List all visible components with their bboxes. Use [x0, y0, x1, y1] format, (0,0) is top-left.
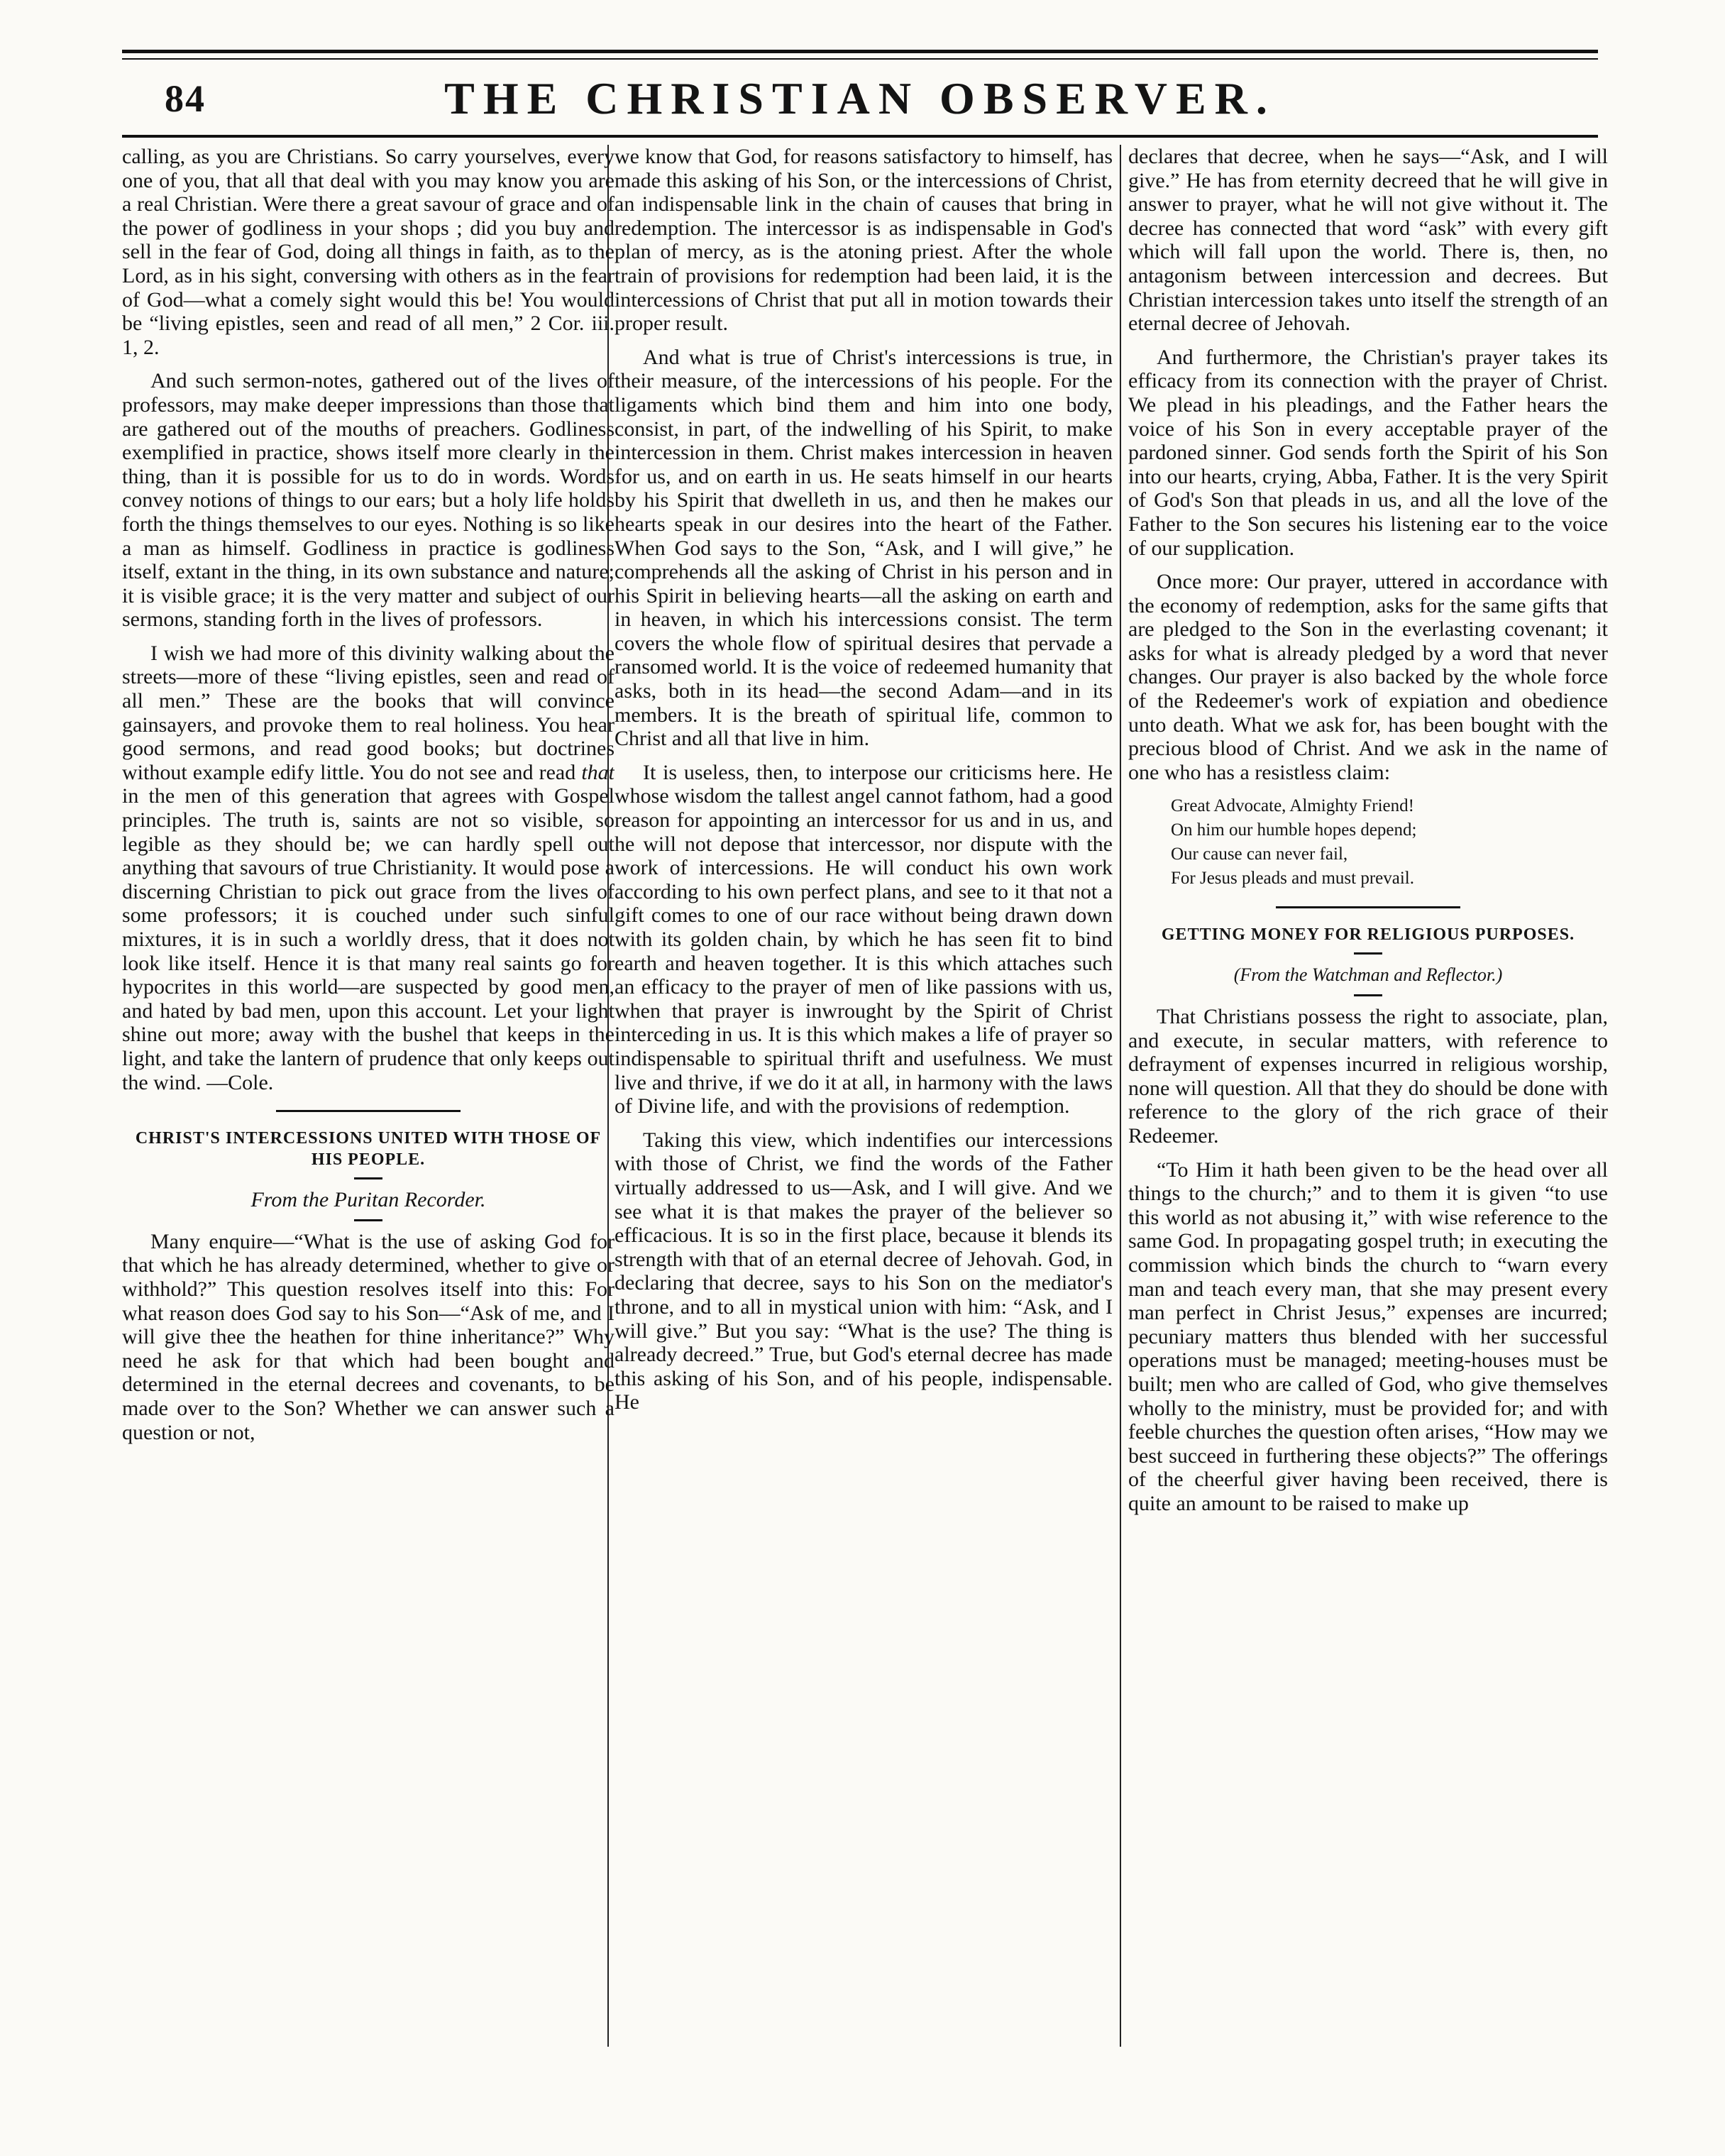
article-source: From the Puritan Recorder.	[250, 1188, 486, 1212]
short-rule	[1354, 994, 1382, 996]
paragraph: Many enquire—“What is the use of asking God for that which he has already determined, whether to give or withhold?” This question resolves itself into this: For what reason does God say to his Son—“Ask of me, and I will give thee the heathen for thine inheritance?” Why need he ask for that which had been bought and determined in the eternal decrees and covenants, to be made over to the Son? Whether we can answer such a question or not,	[122, 1229, 615, 1444]
paragraph: Taking this view, which indentifies our intercessions with those of Christ, we find the words of the Father virtually addressed to us—Ask, and I will give. And we see what it is that makes the prayer of the believer so efficacious. It is so in the first place, because it blends its strength with that of an eternal decree of Jehovah. God, in declaring that decree, says to his Son on the mediator's throne, and to all in mystical union with him: “Ask, and I will give.” But you say: “What is the use? The thing is already decreed.” True, but God's eternal decree has made this asking of his Son, and of his people, indispensable. He	[615, 1128, 1113, 1414]
paragraph: And such sermon-notes, gathered out of the lives of professors, may make deeper impressions than those that are gathered out of the mouths of preachers. Godliness exemplified in practice, shows itself more clearly in the thing, than it is possible for us to do in words. Words convey notions of things to our ears; but a holy life holds forth the things themselves to our eyes. Nothing is so like a man as himself. Godliness in practice is godliness itself, extant in the thing, in its own substance and nature; it is visible grace; it is the very matter and subject of our sermons, standing forth in the lives of professors.	[122, 369, 615, 632]
column-2	[615, 145, 1113, 2054]
short-rule	[354, 1177, 382, 1179]
verse-line: For Jesus pleads and must prevail.	[1171, 869, 1415, 889]
article-source: (From the Watchman and Reflector.)	[1233, 964, 1503, 986]
paragraph: It is useless, then, to interpose our criticisms here. He whose wisdom the tallest angel cannot fathom, had a good reason for appointing an intercessor for us and in us, and he will not depose that intercessor, nor dispute with the work of intercessions. He will conduct his own work according to his own perfect plans, and see to it that not a gift comes to one of our race without being drawn down with its golden chain, by which he has seen fit to bind earth and heaven together. It is this which attaches such an efficacy to the prayer of men of like passions with us, when that prayer is inwrought by the Spirit of Christ interceding in us. It is this which makes a life of prayer so indispensable to spiritual thrift and usefulness. We must live and thrive, if we do it at all, in harmony with the laws of Divine life, and with the provisions of redemption.	[615, 760, 1113, 1118]
short-rule	[354, 1219, 382, 1221]
paragraph: Once more: Our prayer, uttered in accordance with the economy of redemption, asks for the same gifts that are pledged to the Son in the everlasting covenant; it asks for what is already pledged by a word that never changes. Our prayer is also backed by the whole force of the Redeemer's work of expiation and obedience unto death. What we ask for, has been bought with the precious blood of Christ. And we ask in the name of one who has a resistless claim:	[1128, 570, 1608, 784]
paragraph: calling, as you are Christians. So carry yourselves, every one of you, that all that deal with you may know you are a real Christian. Were there a great savour of grace and of the power of godliness in your shops ; did you buy and sell in the fear of God, doing all things in faith, as to the Lord, as in his sight, conversing with others as in the fear of God—what a comely sight would this be! You would be “living epistles, seen and read of all men,” 2 Cor. iii. 1, 2.	[122, 145, 615, 359]
section-rule	[1276, 906, 1460, 908]
italic-emphasis: that	[581, 760, 615, 784]
short-rule	[1354, 952, 1382, 955]
paragraph: declares that decree, when he says—“Ask, and I will give.” He has from eternity decreed that he will give in answer to prayer, what he will not give without it. The decree has connected that word “ask” with every gift which will fall upon the world. There is, then, no antagonism between intercession and decrees. But Christian intercession takes unto itself the strength of an eternal decree of Jehovah.	[1128, 145, 1608, 336]
section-rule	[276, 1110, 461, 1112]
top-rule	[122, 50, 1598, 60]
publication-title: THE CHRISTIAN OBSERVER.	[444, 73, 1276, 123]
verse-line: On him our humble hopes depend;	[1171, 820, 1417, 840]
paragraph: we know that God, for reasons satisfactory to himself, has made this asking of his Son, or the intercessions of Christ, an indispensable link in the chain of causes that bring in redemption. The intercessor is as indispensable in God's plan of mercy, as is the atoning priest. After the whole train of provisions for redemption had been laid, it is the intercessions of Christ that put all in motion towards their proper result.	[615, 145, 1113, 336]
verse-line: Our cause can never fail,	[1171, 845, 1348, 864]
page-number: 84	[165, 77, 206, 120]
column-1	[122, 145, 615, 2054]
verse-line: Great Advocate, Almighty Friend!	[1171, 796, 1414, 816]
article-heading: CHRIST'S INTERCESSIONS UNITED WITH THOSE OF HIS PEOPLE.	[135, 1129, 602, 1170]
paragraph: I wish we had more of this divinity walking about the streets—more of these “living epistles, seen and read of all men.” These are the books that will convince gainsayers, and provoke them to real holiness. You hear good sermons, and read good books; but doctrines without example edify little. You do not see and read that in the men of this generation that agrees with Gospel principles. The truth is, saints are not so visible, so legible as they should be; we can hardly spell out anything that savours of true Christianity. It would pose a discerning Christian to pick out grace from the lives of some professors; it is couched under such sinful mixtures, it is in such a worldly dress, that it does not look like itself. Hence it is that many real saints go for hypocrites in this world—are suspected by good men, and hated by bad men, upon this account. Let your light shine out more; away with the bushel that keeps in the light, and take the lantern of prudence that only keeps out the wind. —Cole.	[122, 641, 615, 1094]
article-heading: GETTING MONEY FOR RELIGIOUS PURPOSES.	[1161, 925, 1575, 945]
masthead	[122, 72, 1598, 133]
paragraph: “To Him it hath been given to be the head over all things to the church;” and to them it is given “to use this world as not abusing it,” with wise reference to the same God. In propagating gospel truth; in executing the commission which binds the church to “warn every man and teach every man, that she may present every man perfect in Christ Jesus,” expenses are incurred; pecuniary matters thus blended with her successful operations must be managed; meeting-houses must be built; men who are called of God, who give themselves wholly to the ministry, must be provided for; and with feeble churches the question often arises, “How may we best succeed in furthering these objects?” The offerings of the cheerful giver having been received, there is quite an amount to be raised to make up	[1128, 1157, 1608, 1515]
header-rule	[122, 135, 1598, 138]
paragraph: And furthermore, the Christian's prayer takes its efficacy from its connection with the prayer of Christ. We plead in his pleadings, and the Father hears the voice of his Son in every acceptable prayer of the pardoned sinner. God sends forth the Spirit of his Son into our hearts, crying, Abba, Father. It is the very Spirit of God's Son that pleads in us, and all the love of the Father to the Son secures his listening ear to the voice of our supplication.	[1128, 345, 1608, 560]
paragraph: That Christians possess the right to associate, plan, and execute, in secular matters, with reference to defrayment of expenses incurred in religious worship, none will question. All that they do should be done with reference to the glory of the rich grace of their Redeemer.	[1128, 1005, 1608, 1148]
column-divider-2	[1120, 145, 1121, 2047]
hymn-verse	[1171, 794, 1608, 891]
column-3	[1128, 145, 1608, 2054]
paragraph: And what is true of Christ's intercessions is true, in their measure, of the intercessions of his people. For the ligaments which bind them and him into one body, consist, in part, of the indwelling of his Spirit, to make intercession in them. Christ makes intercession in heaven for us, and on earth in us. He seats himself in our hearts by his Spirit that dwelleth in us, and then he makes our hearts speak in our desires into the heart of the Father. When God says to the Son, “Ask, and I will give,” he comprehends all the asking of Christ in his person and in his Spirit in believing hearts—all the asking on earth and in heaven, in which his intercessions consist. The term covers the whole flow of spiritual desires that pervade a ransomed world. It is the voice of redeemed humanity that asks, both in its head—the second Adam—and in its members. It is the breath of spiritual life, common to Christ and all that live in him.	[615, 345, 1113, 751]
